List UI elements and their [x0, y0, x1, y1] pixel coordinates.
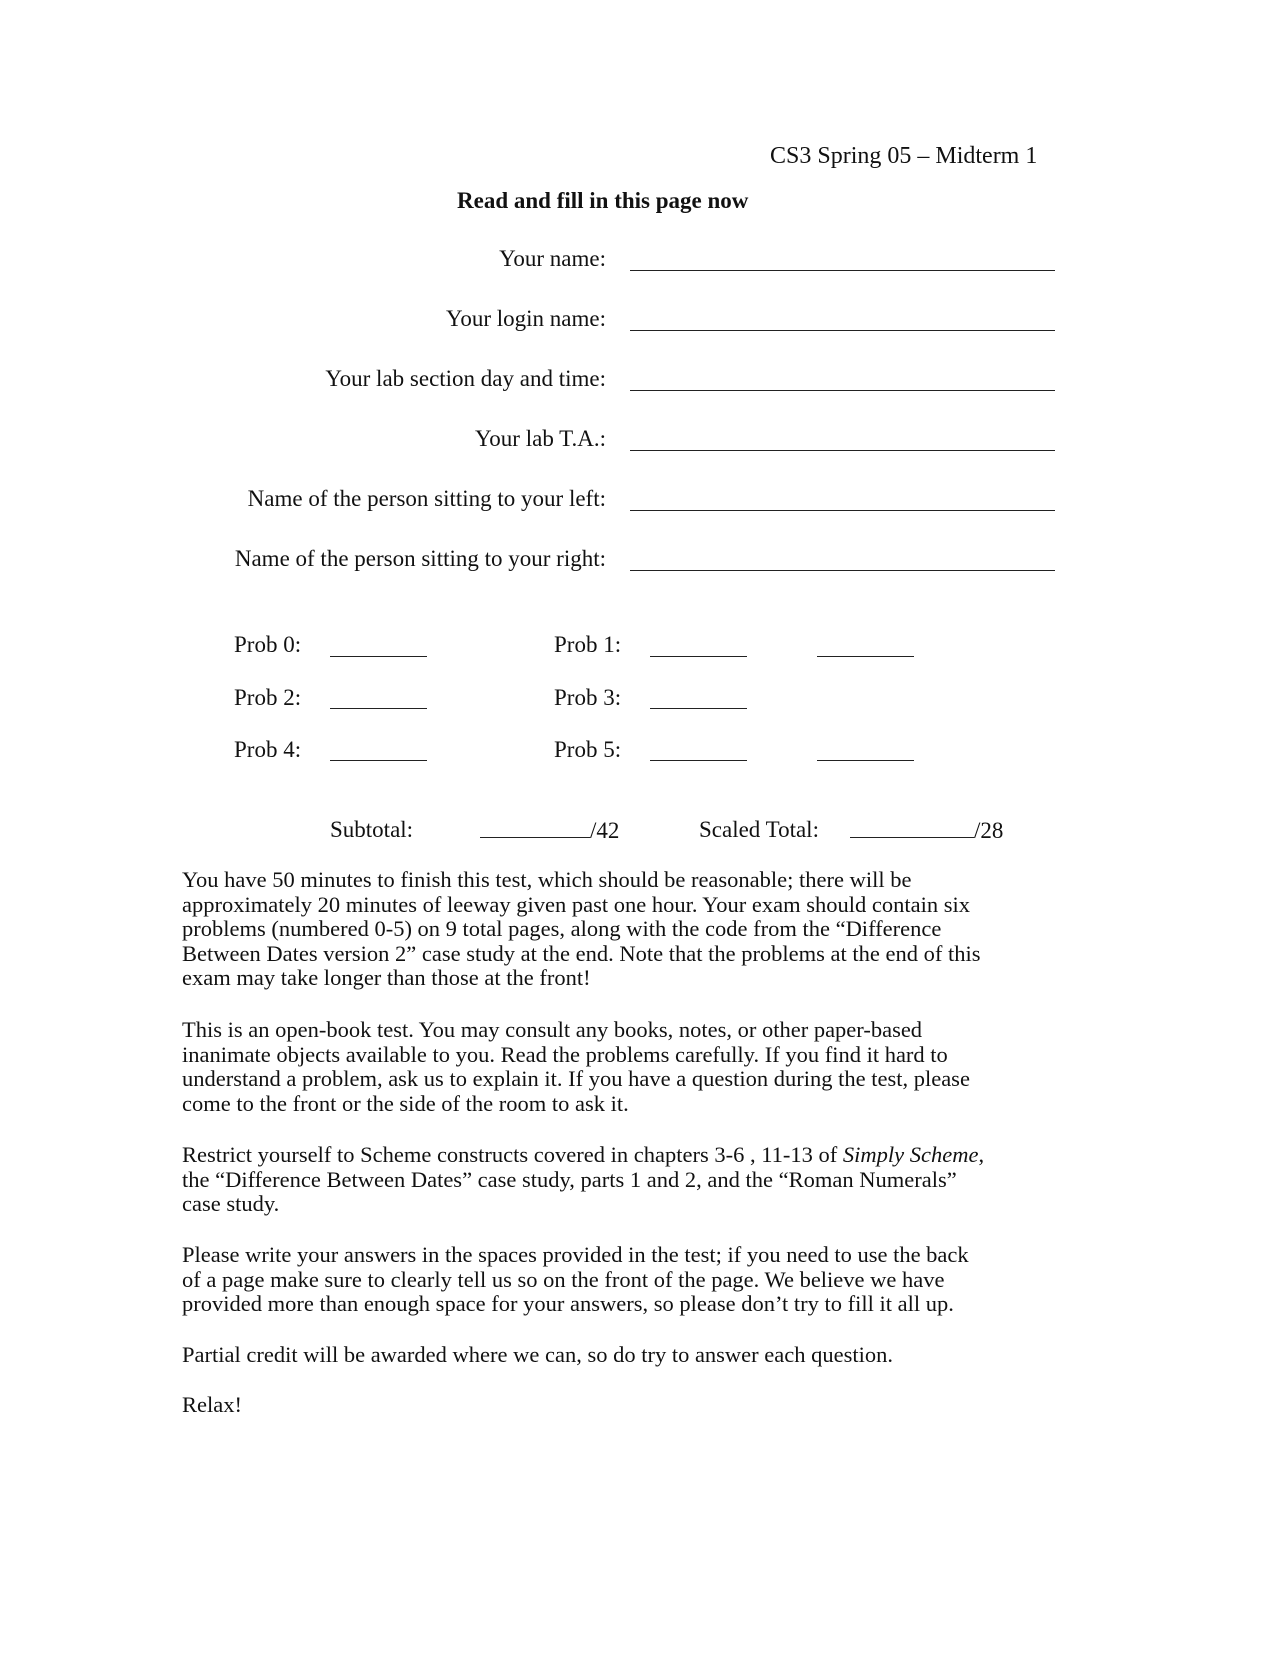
time-instructions-paragraph [182, 868, 1062, 991]
subtotal-blank[interactable] [480, 817, 590, 838]
paragraph-line: exam may take longer than those at the front! [182, 965, 591, 990]
prob-3-label: Prob 3: [554, 685, 622, 710]
prob-3-score-field[interactable] [650, 708, 747, 709]
restriction-text: Restrict yourself to Scheme constructs covered in chapters 3-6 , 11-13 of [182, 1142, 843, 1167]
paragraph-line: case study. [182, 1191, 280, 1216]
restrictions-paragraph [182, 1143, 1062, 1217]
scaled-total-label: Scaled Total: [699, 817, 819, 842]
paragraph-line: provided more than enough space for your answers, so please don’t try to fill it all up. [182, 1291, 954, 1316]
paragraph-line: Relax! [182, 1392, 242, 1417]
right-neighbor-label: Name of the person sitting to your right: [234, 546, 606, 571]
instruction-heading: Read and fill in this page now [457, 188, 749, 213]
prob-5-label: Prob 5: [554, 737, 622, 762]
right-neighbor-field[interactable] [630, 570, 1055, 571]
paragraph-line: You have 50 minutes to finish this test, which should be reasonable; there will be [182, 867, 912, 892]
course-title: CS3 Spring 05 – Midterm 1 [770, 143, 1038, 169]
login-field[interactable] [630, 330, 1055, 331]
paragraph-line: come to the front or the side of the room to ask it. [182, 1090, 629, 1116]
prob-5-score-field[interactable] [650, 760, 747, 761]
partial-credit-paragraph [182, 1343, 1062, 1368]
scaled-total-max: /28 [974, 818, 1004, 843]
subtotal-field[interactable] [480, 817, 619, 844]
scaled-total-field[interactable] [850, 817, 1003, 844]
prob-2-score-field[interactable] [330, 708, 427, 709]
name-field[interactable] [630, 270, 1055, 271]
paragraph-line: This is an open-book test. You may consult any books, notes, or other paper-based [182, 1017, 923, 1042]
lab-ta-field[interactable] [630, 450, 1055, 451]
prob-1-score-field[interactable] [650, 656, 747, 657]
restriction-comma: , [978, 1142, 985, 1167]
paragraph-line: Partial credit will be awarded where we can, so do try to answer each question. [182, 1342, 893, 1367]
lab-ta-label: Your lab T.A.: [475, 426, 606, 451]
subtotal-label: Subtotal: [330, 817, 414, 842]
book-title: Simply Scheme [842, 1142, 979, 1167]
left-neighbor-label: Name of the person sitting to your left: [247, 486, 606, 511]
paragraph-line: approximately 20 minutes of leeway given past one hour. Your exam should contain six [182, 891, 970, 917]
paragraph-line: of a page make sure to clearly tell us so on the front of the page. We believe we have [182, 1266, 945, 1292]
prob-4-label: Prob 4: [234, 737, 302, 762]
paragraph-line: Please write your answers in the spaces provided in the test; if you need to use the back [182, 1242, 969, 1267]
prob-1-extra-field[interactable] [817, 656, 914, 657]
prob-1-label: Prob 1: [554, 632, 622, 657]
subtotal-max: /42 [590, 818, 620, 843]
scaled-total-blank[interactable] [850, 817, 974, 838]
open-book-paragraph [182, 1018, 1062, 1116]
answer-space-paragraph [182, 1243, 1062, 1317]
prob-5-extra-field[interactable] [817, 760, 914, 761]
paragraph-line: Between Dates version 2” case study at the end. Note that the problems at the end of this [182, 940, 981, 966]
prob-0-score-field[interactable] [330, 656, 427, 657]
paragraph-line: understand a problem, ask us to explain it. If you have a question during the test, please [182, 1066, 970, 1091]
name-label: Your name: [499, 246, 606, 271]
paragraph-line [182, 1143, 1062, 1168]
prob-4-score-field[interactable] [330, 760, 427, 761]
prob-0-label: Prob 0: [234, 632, 302, 657]
login-label: Your login name: [446, 306, 606, 331]
paragraph-line: problems (numbered 0-5) on 9 total pages, along with the code from the “Difference [182, 916, 942, 941]
left-neighbor-field[interactable] [630, 510, 1055, 511]
lab-section-field[interactable] [630, 390, 1055, 391]
paragraph-line: the “Difference Between Dates” case study, parts 1 and 2, and the “Roman Numerals” [182, 1166, 957, 1192]
prob-2-label: Prob 2: [234, 685, 302, 710]
relax-paragraph [182, 1393, 1062, 1418]
lab-section-label: Your lab section day and time: [325, 366, 606, 391]
paragraph-line: inanimate objects available to you. Read the problems carefully. If you find it hard to [182, 1041, 948, 1067]
